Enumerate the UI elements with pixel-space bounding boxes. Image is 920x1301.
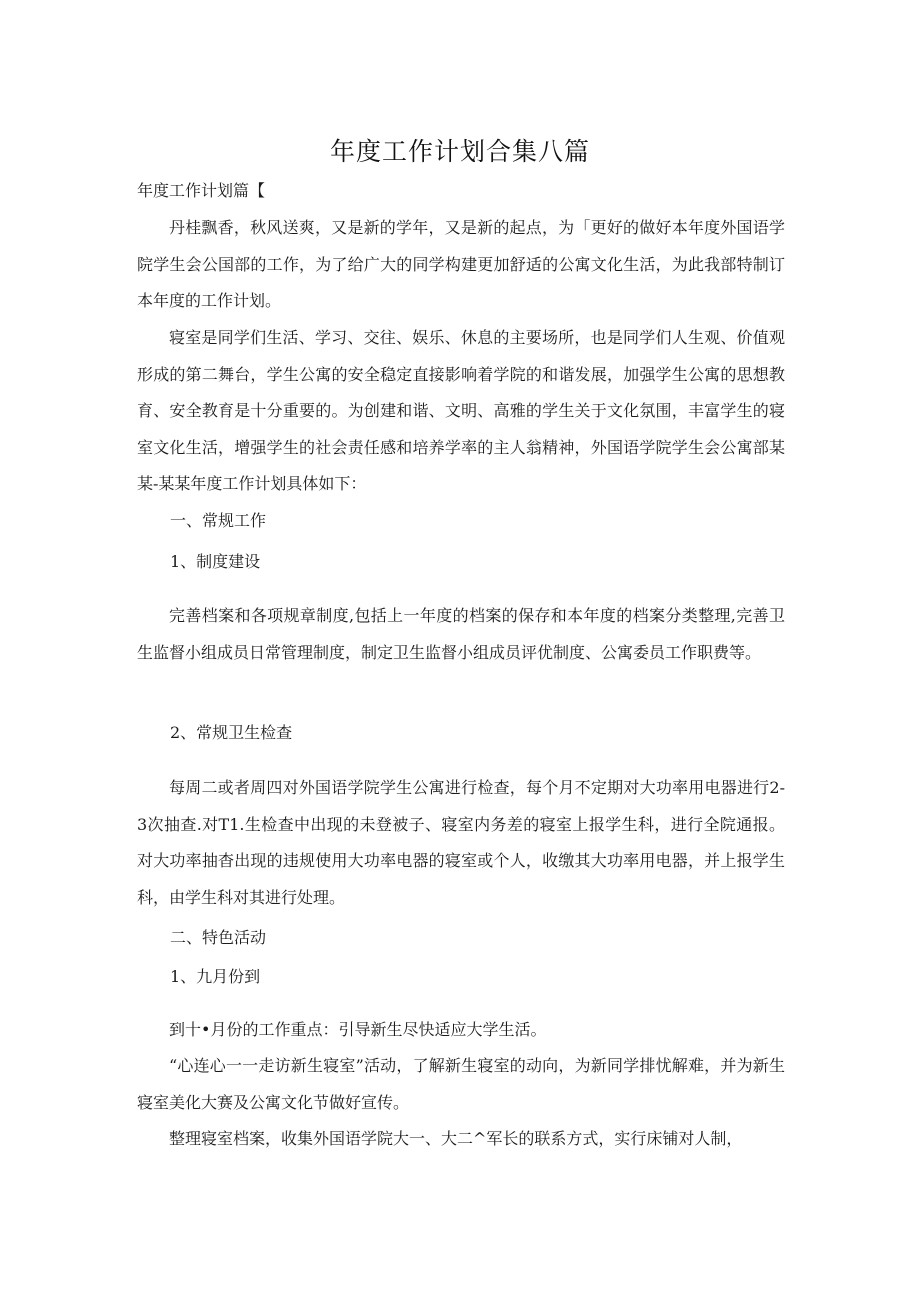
heading-september: 1、九月份到 bbox=[170, 967, 261, 986]
dorm-visit-paragraph: “心连心一一走访新生寝室”活动，了解新生寝室的动向，为新同学排忧解难，并为新生寝室美化大赛及公寓文化节做好宣传。 bbox=[137, 1056, 785, 1112]
dorm-paragraph: 寝室是同学们生活、学习、交往、娱乐、休息的主要场所，也是同学们人生观、价值观形成的第二舞台，学生公寓的安全稳定直接影响着学院的和谐发展，加强学生公寓的思想教育、安全教育是十分重要的。为创建和谐、文明、高雅的学生关于文化氛围，丰富学生的寝室文化生活，增强学生的社会责任感和培养学率的主人翁精神，外国语学院学生会公寓部某某-某某年度工作计划具体如下： bbox=[137, 328, 785, 493]
system-building-paragraph: 完善档案和各项规章制度,包括上一年度的档案的保存和本年度的档案分类整理,完善卫生监督小组成员日常管理制度，制定卫生监督小组成员评优制度、公寓委员工作职费等。 bbox=[137, 606, 785, 662]
archive-paragraph: 整理寝室档案，收集外国语学院大一、大二^军长的联系方式，实行床铺对人制， bbox=[169, 1129, 743, 1148]
document-title: 年度工作计划合集八篇 bbox=[329, 137, 590, 166]
september-focus-paragraph: 到十•月份的工作重点：引导新生尽快适应大学生活。 bbox=[169, 1020, 547, 1039]
hygiene-check-paragraph: 每周二或者周四对外国语学院学生公寓进行检查，每个月不定期对大功率用电器进行2-3次抽查.对T1.生检查中出现的未登被子、寝室内务差的寝室上报学生科，进行全院通报。对大功率抽杳出现的违规使用大功率电器的寝室或个人，收缴其大功率用电器，并上报学生科，由学生科对其进行处理。 bbox=[137, 778, 785, 907]
heading-routine-work: 一、常规工作 bbox=[170, 511, 267, 530]
intro-paragraph: 丹桂飘香，秋风送爽，又是新的学年，又是新的起点，为「更好的做好本年度外国语学院学生会公国部的工作，为了给广大的同学构建更加舒适的公寓文化生活，为此我部特制订本年度的工作计划。 bbox=[137, 218, 785, 310]
heading-system-building: 1、制度建设 bbox=[170, 552, 261, 571]
section-heading: 年度工作计划篇【 bbox=[137, 181, 266, 200]
heading-special-activities: 二、特色活动 bbox=[170, 928, 267, 947]
heading-hygiene-check: 2、常规卫生检查 bbox=[170, 723, 293, 742]
